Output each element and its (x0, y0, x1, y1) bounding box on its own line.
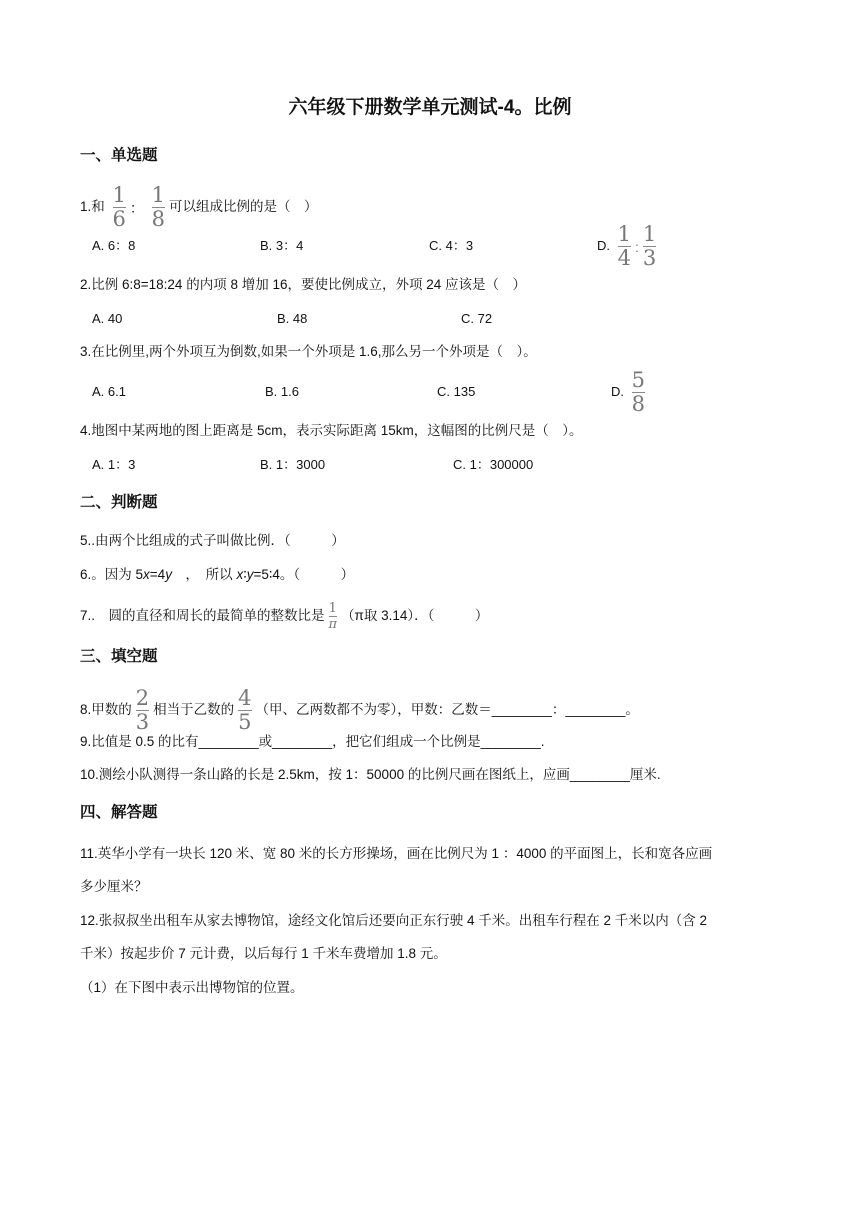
q3-option-d-fraction: $\frac{5}{8}$ (631, 368, 645, 416)
question-7: 7.. 圆的直径和周长的最简单的整数比是 $\frac{1}{\pi}$ （π取 3.14）．（ ） (80, 601, 489, 632)
section-heading-word-problems: 四、解答题 (80, 804, 158, 821)
q1-option-a[interactable]: A. 6：8 (92, 238, 136, 253)
question-5: 5..由两个比组成的式子叫做比例．（ ） (80, 533, 345, 548)
q1-suffix: 可以组成比例的是（ ） (169, 199, 318, 215)
question-8: 8.甲数的 $\frac{2}{3}$ 相当于乙数的 $\frac{4}{5}$ （甲、乙两数都不为零），甲数：乙数＝________：________。 (80, 686, 639, 734)
question-10: 10.测绘小队测得一条山路的长是 2.5km，按 1：50000 的比例尺画在图纸上，应画________厘米. (80, 767, 661, 782)
q1-prefix: 1.和 (80, 199, 105, 215)
q1-separator: ： (129, 199, 144, 216)
question-12-line-1: 12.张叔叔坐出租车从家去博物馆，途经文化馆后还要向正东行驶 4 千米。出租车行程在 2 千米以内（含 2 (80, 913, 708, 928)
q2-option-c[interactable]: C. 72 (461, 311, 493, 326)
question-4: 4.地图中某两地的图上距离是 5cm，表示实际距离 15km，这幅图的比例尺是（ ）。 (80, 423, 583, 438)
question-11-line-1: 11.英华小学有一块长 120 米、宽 80 米的长方形操场，画在比例尺为 1 ：4000 的平面图上，长和宽各应画 (80, 846, 713, 861)
q1-option-c[interactable]: C. 4：3 (429, 238, 474, 253)
q8-fraction-b: $\frac{4}{5}$ (238, 686, 252, 734)
question-2: 2.比例 6:8=18:24 的内项 8 增加 16，要使比例成立，外项 24 应该是（ ） (80, 277, 526, 292)
q4-option-a[interactable]: A. 1：3 (92, 457, 136, 472)
q3-option-d-label: D. (611, 383, 624, 399)
question-12-line-2: 千米）按起步价 7 元计费，以后每行 1 千米车费增加 1.8 元。 (80, 946, 447, 961)
q3-option-c[interactable]: C. 135 (437, 384, 476, 399)
q8-fraction-a: $\frac{2}{3}$ (135, 686, 150, 734)
section-heading-true-false: 二、判断题 (80, 494, 158, 511)
q2-option-b[interactable]: B. 48 (277, 311, 308, 326)
q3-option-d[interactable] (611, 370, 649, 415)
q1-option-b[interactable]: B. 3：4 (260, 238, 304, 253)
q1-option-d-fraction-1: $\frac{1}{4}$ (617, 222, 631, 270)
q1-option-d[interactable] (597, 224, 660, 269)
q2-option-a[interactable]: A. 40 (92, 311, 123, 326)
q1-option-d-separator: : (635, 238, 639, 255)
q4-option-c[interactable]: C. 1：300000 (453, 457, 534, 472)
q3-option-b[interactable]: B. 1.6 (265, 384, 299, 399)
question-11-line-2: 多少厘米？ (80, 879, 148, 894)
q1-fraction-b: $\frac{1}{8}$ (151, 183, 166, 231)
q1-option-d-label: D. (597, 237, 610, 253)
section-heading-fill-blank: 三、填空题 (80, 648, 158, 665)
q4-option-b[interactable]: B. 1：3000 (260, 457, 326, 472)
q1-option-d-fraction-2: $\frac{1}{3}$ (642, 222, 657, 270)
q7-fraction: $\frac{1}{\pi}$ (328, 601, 338, 632)
section-heading-single-choice: 一、单选题 (80, 147, 158, 164)
question-12-subquestion-1: （1）在下图中表示出博物馆的位置。 (80, 980, 304, 995)
q1-fraction-a: $\frac{1}{6}$ (112, 183, 126, 231)
q3-option-a[interactable]: A. 6.1 (92, 384, 126, 399)
page-title: 六年级下册数学单元测试-4。比例 (288, 97, 572, 118)
question-9: 9.比值是 0.5 的比有________或________，把它们组成一个比例是________. (80, 734, 545, 749)
question-3: 3.在比例里,两个外项互为倒数,如果一个外项是 1.6,那么另一个外项是（ ）。 (80, 344, 537, 359)
question-1 (80, 185, 318, 230)
question-6: 6.。因为 5x=4y ， 所以 x∶y=5∶4。（ ） (80, 567, 355, 582)
